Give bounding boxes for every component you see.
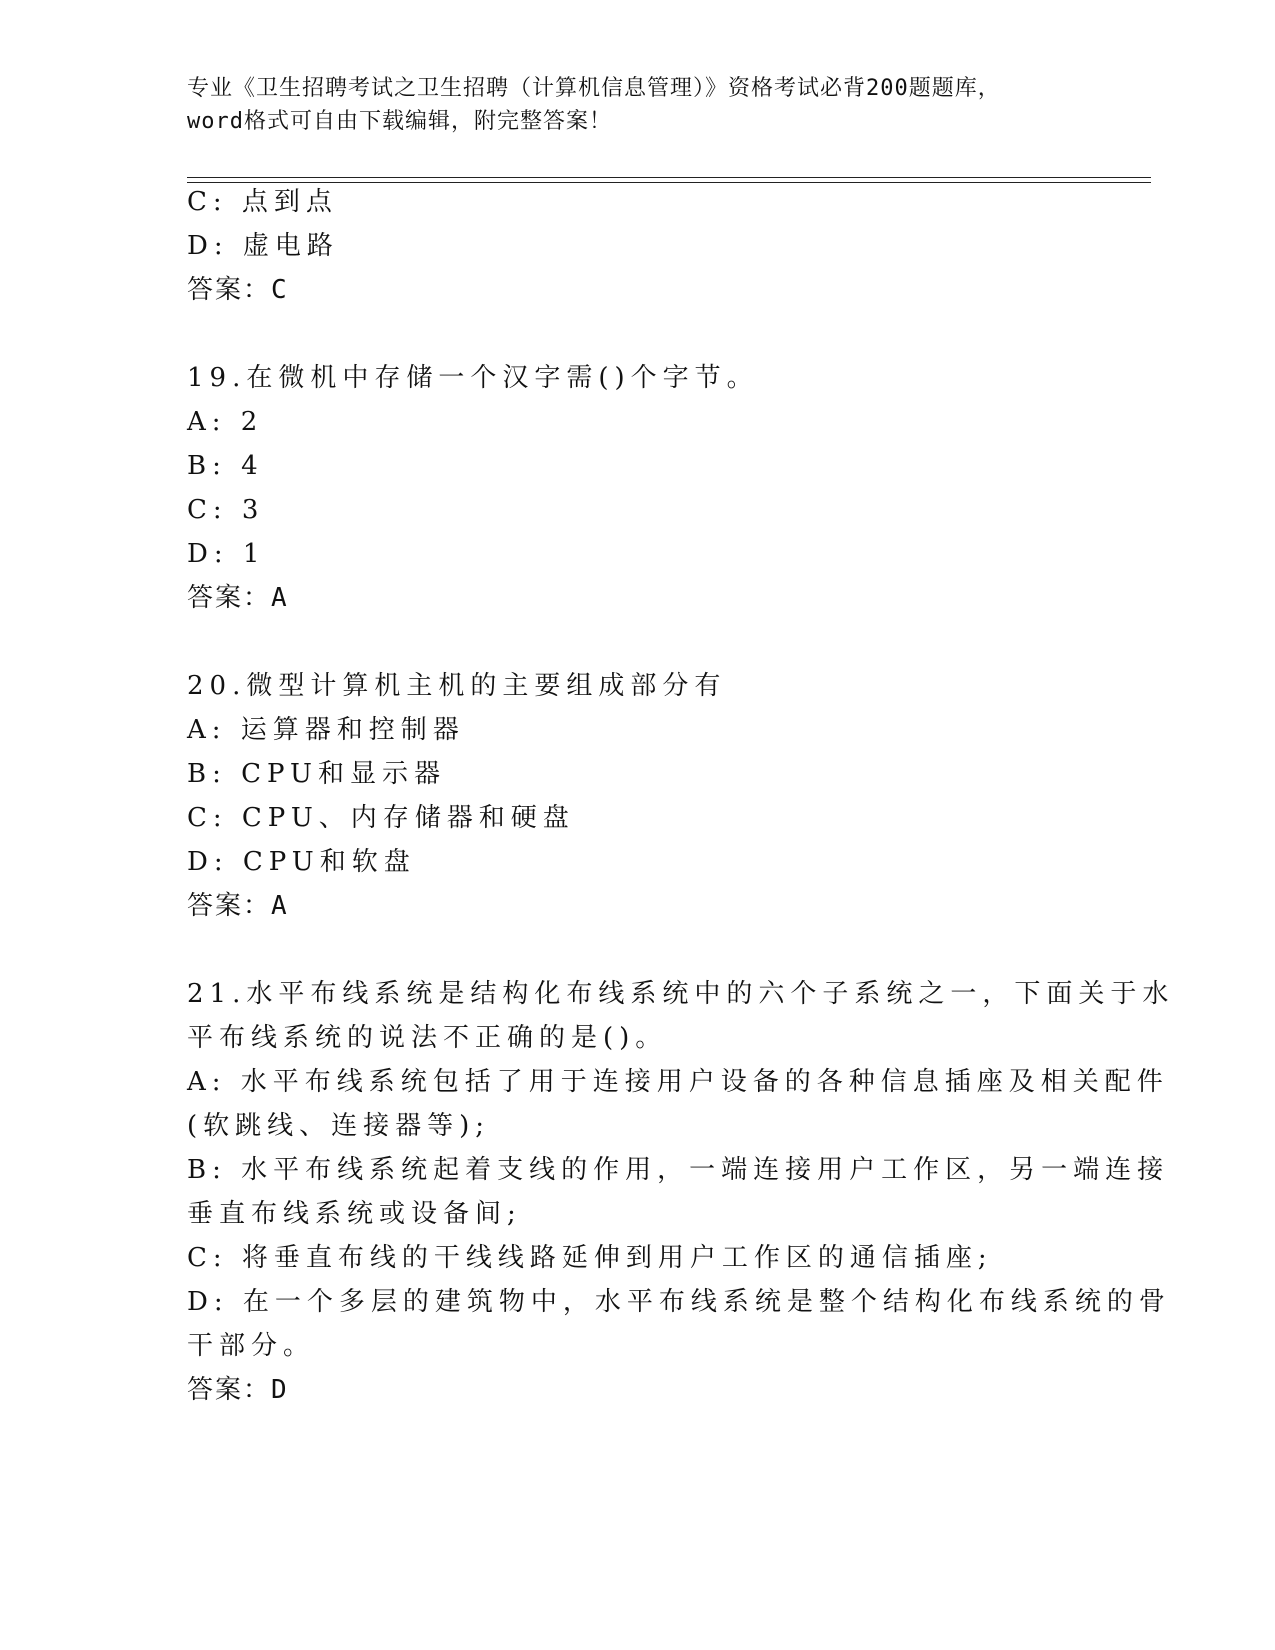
answer-label: 答案： — [187, 583, 272, 613]
q20-option-d: D: CPU和软盘 — [187, 847, 416, 877]
q19-option-b: B: 4 — [187, 451, 264, 481]
prev-answer — [187, 272, 287, 308]
q21-answer — [187, 1372, 287, 1408]
document-header — [187, 72, 1087, 138]
q21-option-d-line-1: D: 在一个多层的建筑物中，水平布线系统是整个结构化布线系统的骨 — [187, 1287, 1171, 1317]
prev-option-d: D: 虚电路 — [187, 231, 339, 261]
answer-value: A — [271, 891, 287, 921]
q19-stem: 19.在微机中存储一个汉字需()个字节。 — [187, 363, 759, 393]
answer-label: 答案： — [187, 1375, 272, 1405]
q20-stem: 20.微型计算机主机的主要组成部分有 — [187, 671, 727, 701]
q21-option-a-line-2: (软跳线、连接器等); — [187, 1111, 491, 1141]
q21-option-a-line-1: A: 水平布线系统包括了用于连接用户设备的各种信息插座及相关配件 — [187, 1067, 1169, 1097]
answer-label: 答案： — [187, 275, 272, 305]
q20-option-c: C: CPU、内存储器和硬盘 — [187, 803, 575, 833]
header-rule-bottom — [187, 182, 1151, 183]
header-rule-top — [187, 177, 1151, 178]
header-line-2: word格式可自由下载编辑，附完整答案！ — [187, 109, 612, 134]
q19-option-c: C: 3 — [187, 495, 265, 525]
q21-option-b-line-1: B: 水平布线系统起着支线的作用，一端连接用户工作区，另一端连接 — [187, 1155, 1170, 1185]
q20-option-b: B: CPU和显示器 — [187, 759, 446, 789]
answer-value: D — [271, 1375, 287, 1405]
answer-value: C — [271, 275, 287, 305]
header-line-1: 专业《卫生招聘考试之卫生招聘（计算机信息管理）》资格考试必背200题题库， — [187, 76, 1001, 101]
prev-option-c: C: 点到点 — [187, 187, 338, 217]
q21-option-b-line-2: 垂直布线系统或设备间; — [187, 1199, 522, 1229]
answer-label: 答案： — [187, 891, 272, 921]
q21-stem-line-1: 21.水平布线系统是结构化布线系统中的六个子系统之一，下面关于水 — [187, 979, 1175, 1009]
q19-answer — [187, 580, 287, 616]
q20-answer — [187, 888, 287, 924]
q19-option-d: D: 1 — [187, 539, 266, 569]
q21-stem-line-2: 平布线系统的说法不正确的是()。 — [187, 1023, 668, 1053]
q20-option-a: A: 运算器和控制器 — [187, 715, 465, 745]
answer-value: A — [271, 583, 287, 613]
q21-option-c: C: 将垂直布线的干线线路延伸到用户工作区的通信插座; — [187, 1243, 993, 1273]
q19-option-a: A: 2 — [187, 407, 264, 437]
q21-option-d-line-2: 干部分。 — [187, 1331, 316, 1361]
